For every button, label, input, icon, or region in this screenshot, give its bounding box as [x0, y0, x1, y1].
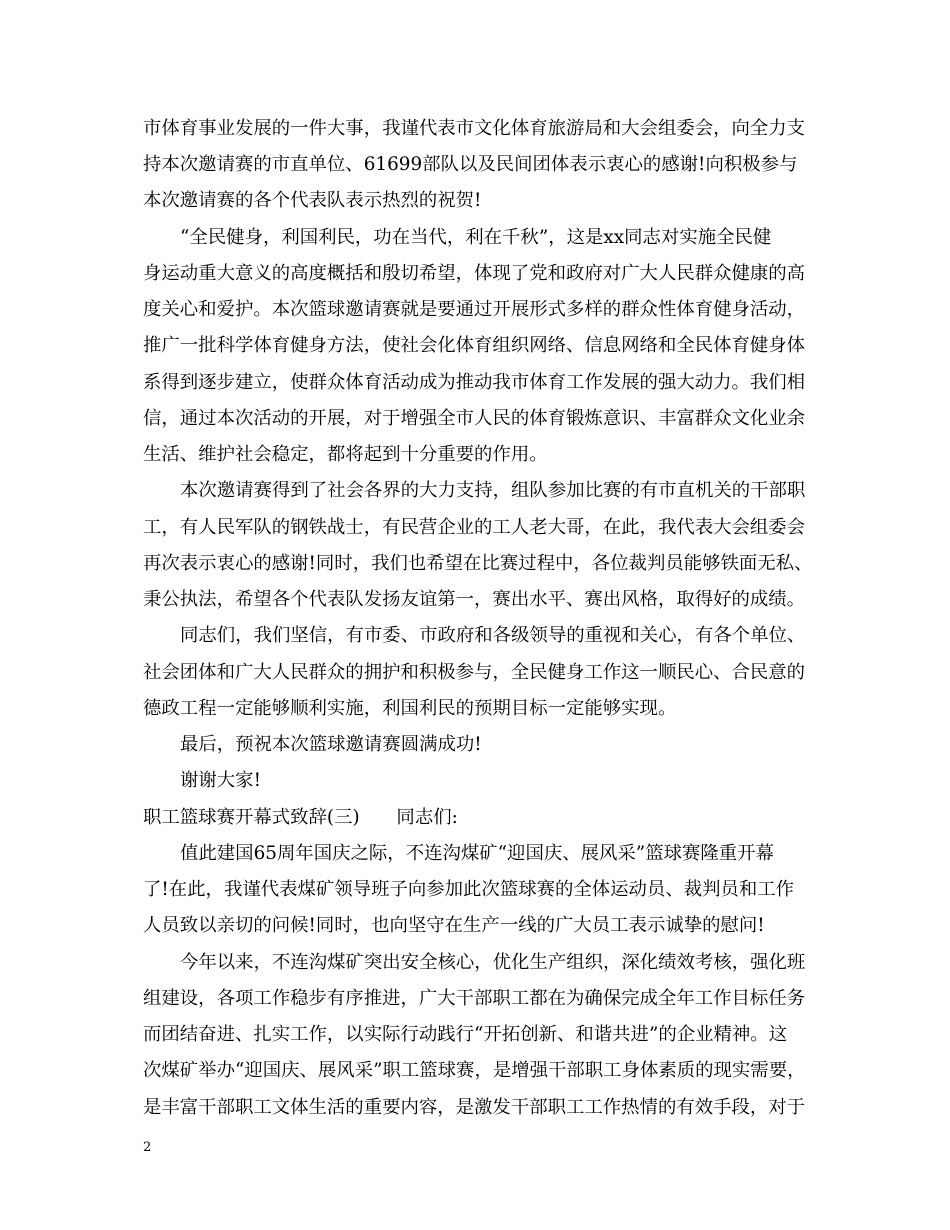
text-line: 本次邀请赛的各个代表队表示热烈的祝贺! [143, 190, 482, 211]
text-line: 组建设，各项工作稳步有序推进，广大干部职工都在为确保完成全年工作目标任务 [143, 988, 806, 1009]
text-line: 了!在此，我谨代表煤矿领导班子向参加此次篮球赛的全体运动员、裁判员和工作 [143, 879, 795, 900]
text-line: 信，通过本次活动的开展，对于增强全市人民的体育锻炼意识、丰富群众文化业余 [143, 408, 806, 429]
text-line: 值此建国65周年国庆之际，不连沟煤矿“迎国庆、展风采”篮球赛隆重开幕 [180, 843, 774, 864]
text-line: 社会团体和广大人民群众的拥护和积极参与，全民健身工作这一顺民心、合民意的 [143, 662, 806, 683]
text-line: 市体育事业发展的一件大事，我谨代表市文化体育旅游局和大会组委会，向全力支 [143, 118, 806, 139]
text-line: 而团结奋进、扎实工作，以实际行动践行“开拓创新、和谐共进”的企业精神。这 [143, 1024, 788, 1045]
text-line: 本次邀请赛得到了社会各界的大力支持，组队参加比赛的有市直机关的干部职 [180, 480, 806, 501]
text-line: 同志们，我们坚信，有市委、市政府和各级领导的重视和关心，有各个单位、 [180, 625, 806, 646]
text-line: 系得到逐步建立，使群众体育活动成为推动我市体育工作发展的强大动力。我们相 [143, 372, 806, 393]
text-line: 是丰富干部职工文体生活的重要内容，是激发干部职工工作热情的有效手段，对于 [143, 1097, 806, 1118]
text-line: 人员致以亲切的问候!同时，也向坚守在生产一线的广大员工表示诚挚的慰问! [143, 915, 765, 936]
text-line: 今年以来，不连沟煤矿突出安全核心，优化生产组织，深化绩效考核，强化班 [180, 952, 806, 973]
text-line: 生活、维护社会稳定，都将起到十分重要的作用。 [143, 444, 548, 465]
text-line: 德政工程一定能够顺利实施，利国利民的预期目标一定能够实现。 [143, 698, 677, 719]
text-line: 秉公执法，希望各个代表队发扬友谊第一，赛出水平、赛出风格，取得好的成绩。 [143, 589, 806, 610]
text-line: 度关心和爱护。本次篮球邀请赛就是要通过开展形式多样的群众性体育健身活动， [143, 299, 806, 320]
page-number: 2 [143, 1140, 152, 1155]
text-line: “全民健身，利国利民，功在当代，利在千秋”，这是xx同志对实施全民健 [180, 227, 772, 248]
text-line: 推广一批科学体育健身方法，使社会化体育组织网络、信息网络和全民体育健身体 [143, 335, 806, 356]
text-line: 最后，预祝本次篮球邀请赛圆满成功! [180, 734, 482, 755]
text-line: 再次表示衷心的感谢!同时，我们也希望在比赛过程中，各位裁判员能够铁面无私、 [143, 553, 813, 574]
text-line: 工，有人民军队的钢铁战士，有民营企业的工人老大哥，在此，我代表大会组委会 [143, 517, 806, 538]
text-line: 次煤矿举办“迎国庆、展风采”职工篮球赛，是增强干部职工身体素质的现实需要， [143, 1060, 806, 1081]
text-line: 谢谢大家! [180, 770, 261, 791]
text-line: 职工篮球赛开幕式致辞(三) 同志们: [143, 807, 458, 828]
text-line: 身运动重大意义的高度概括和殷切希望，体现了党和政府对广大人民群众健康的高 [143, 263, 806, 284]
text-line: 持本次邀请赛的市直单位、61699部队以及民间团体表示衷心的感谢!向积极参与 [143, 154, 798, 175]
